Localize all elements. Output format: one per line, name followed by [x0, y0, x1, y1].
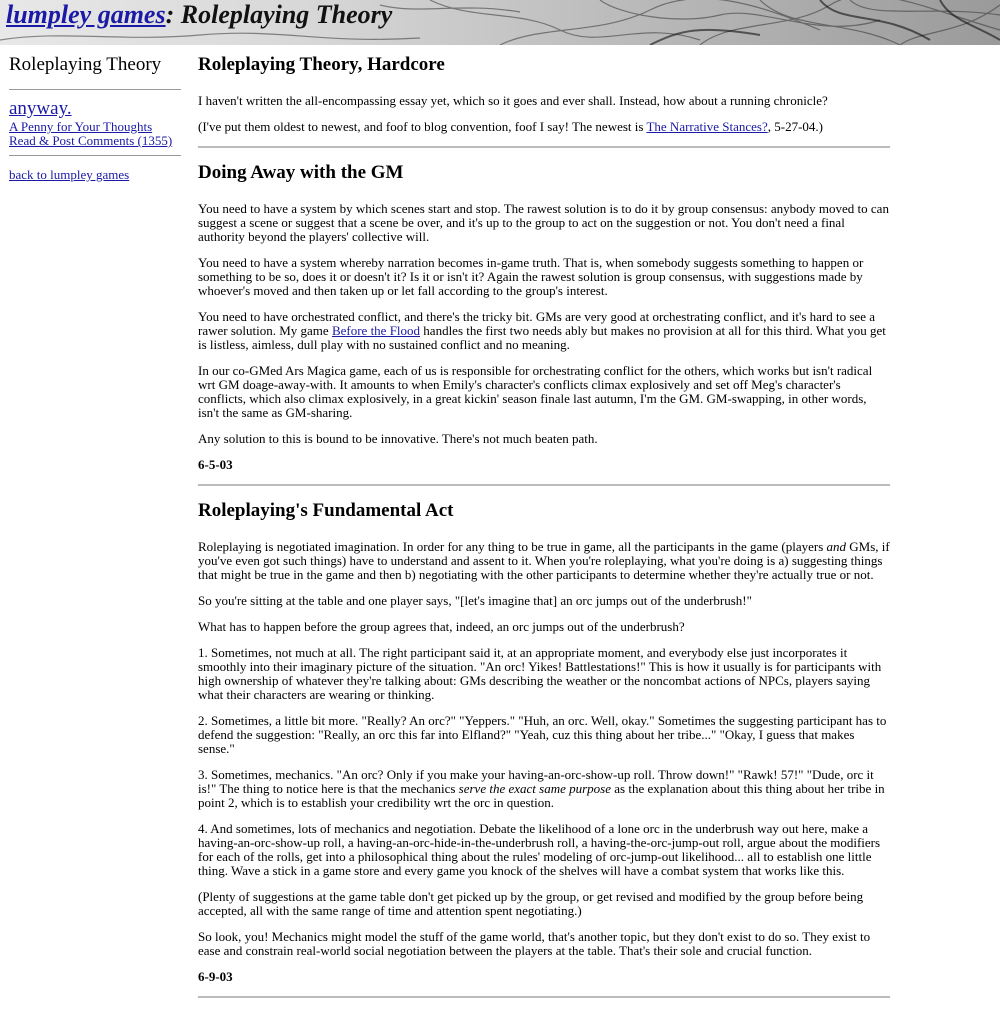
before-the-flood-link[interactable]: Before the Flood — [331, 323, 421, 338]
text-span: as the explanation about this thing about her tribe in point 2, which is to establish your credibility wrt the orc in question. — [198, 781, 885, 810]
section-divider — [198, 484, 890, 486]
brand-link[interactable]: lumpley games — [6, 0, 166, 29]
text-span: , 5-27-04.) — [767, 119, 823, 134]
section-paragraph: 2. Sometimes, a little bit more. "Really? An orc?" "Yeppers." "Huh, an orc. Well, okay." Sometimes the suggesting participant has to defend the suggestion: "Really, an orc this far into Elfland?" "Yeah, cuz this thing about her tribe..." "Okay, I guess that makes sense." — [198, 713, 887, 756]
main-content — [198, 54, 890, 1012]
section-paragraph: In our co-GMed Ars Magica game, each of us is responsible for orchestrating conflict for the others, which works but isn't radical wrt GM doage-away-with. It amounts to when Emily's character's conflicts climax explosively and set off Meg's character's conflicts, which also climax explosively, in a great kickin' season finale last autumn, I'm the GM. GM-swapping, in other words, isn't the same as GM-sharing. — [198, 363, 873, 420]
text-span: 3. Sometimes, mechanics. "An orc? Only if you make your having-an-orc-show-up roll. Throw down!" "Rawk! 57!" "Dude, orc it is!" The thing to notice here is that the mechanics — [198, 767, 874, 796]
section-paragraph — [198, 540, 890, 582]
section-heading: Roleplaying's Fundamental Act — [198, 500, 454, 521]
section-paragraph — [198, 310, 890, 352]
section-paragraph: What has to happen before the group agrees that, indeed, an orc jumps out of the underbrush? — [198, 619, 685, 634]
intro-heading: Roleplaying Theory, Hardcore — [198, 54, 445, 75]
page-title — [6, 0, 392, 30]
sidebar-title: Roleplaying Theory — [9, 54, 162, 75]
sidebar-links — [9, 98, 181, 148]
text-span: GMs, if you've even got such things) have to understand and assent to it. When you're roleplaying, what you're doing is a) suggesting things that might be true in the game and then b) negotiating with the other participants to determine whether they're actually true or not. — [198, 539, 890, 582]
penny-link[interactable]: A Penny for Your Thoughts — [9, 119, 153, 134]
section-paragraph: So look, you! Mechanics might model the stuff of the game world, that's another topic, but they don't exist to do so. They exist to ease and constrain real-world social negotiation between the players at the table. That's their sole and crucial function. — [198, 929, 871, 958]
page-title-suffix: : Roleplaying Theory — [165, 0, 393, 29]
section-paragraph: Any solution to this is bound to be innovative. There's not much beaten path. — [198, 431, 598, 446]
text-span: You need to have orchestrated conflict, and there's the tricky bit. GMs are very good at orchestrating conflict, and it's hard to see a rawer solution. My game — [198, 309, 875, 338]
section-paragraph: 4. And sometimes, lots of mechanics and negotiation. Debate the likelihood of a lone orc in the underbrush way out here, make a having-an-orc-show-up roll, a having-an-orc-hide-in-the-underbrush roll, a having-the-orc-jump-out roll, argue about the modifiers for each of the rolls, get into a philosophical thing about the rules' modeling of orc-jump-out likelihood... all to establish one little thing. Wave a stick in a game store and every game you knock of the shelves will have a combat system that works like this. — [198, 821, 881, 878]
newest-post-link[interactable]: The Narrative Stances? — [646, 119, 768, 134]
section-paragraph: (Plenty of suggestions at the game table don't get picked up by the group, or get revised and modified by the group before being accepted, all with the same range of time and attention spent negotiating.) — [198, 889, 864, 918]
section-paragraph — [198, 768, 890, 810]
text-span: (I've put them oldest to newest, and foof to blog convention, foof I say! The newest is — [198, 119, 647, 134]
section-paragraph: You need to have a system by which scenes start and stop. The rawest solution is to do it by group consensus: anybody moved to can suggest a scene or suggest that a scene be over, and it's up to the group to act on the suggestion or not. You don't need a final authority beyond the players' collective will. — [198, 201, 889, 244]
section-date: 6-9-03 — [198, 969, 233, 984]
blog-link[interactable]: anyway. — [9, 98, 72, 119]
emphasis-text: and — [826, 539, 847, 554]
text-span: handles the first two needs ably but makes no provision at all for this third. What you get is listless, aimless, dull play with no sustained conflict and no meaning. — [198, 323, 886, 352]
section-paragraph: You need to have a system whereby narration becomes in-game truth. That is, when somebody suggests something to happen or something to be so, does it or doesn't it? Is it or isn't it? Again the rawest solution is group consensus, with suggestions made by whoever's moved and then taken up or let fall according to the group's interest. — [198, 255, 864, 298]
section-paragraph: 1. Sometimes, not much at all. The right participant said it, at an appropriate moment, and everybody else just incorporates it smoothly into their imaginary picture of the situation. "An orc! Yikes! Battlestations!" This is how it usually is for participants with high ownership of whatever they're talking about: GMs describing the weather or the noncombat actions of NPCs, players saying what their characters are wearing or thinking. — [198, 645, 882, 702]
comments-link[interactable]: Read & Post Comments (1355) — [9, 133, 173, 148]
header-banner — [0, 0, 1000, 45]
section-heading: Doing Away with the GM — [198, 162, 404, 183]
sidebar — [9, 54, 181, 182]
text-span: Roleplaying is negotiated imagination. In order for any thing to be true in game, all the participants in the game (players — [198, 539, 827, 554]
back-link[interactable]: back to lumpley games — [9, 167, 130, 182]
section-date: 6-5-03 — [198, 457, 233, 472]
section-paragraph: So you're sitting at the table and one player says, "[let's imagine that] an orc jumps out of the underbrush!" — [198, 593, 752, 608]
intro-paragraph — [198, 120, 890, 134]
sidebar-divider — [9, 155, 181, 156]
emphasis-text: serve the exact same purpose — [458, 781, 612, 796]
intro-paragraph: I haven't written the all-encompassing essay yet, which so it goes and ever shall. Instead, how about a running chronicle? — [198, 93, 828, 108]
section-divider — [198, 146, 890, 148]
sidebar-divider — [9, 89, 181, 90]
section-divider — [198, 996, 890, 998]
